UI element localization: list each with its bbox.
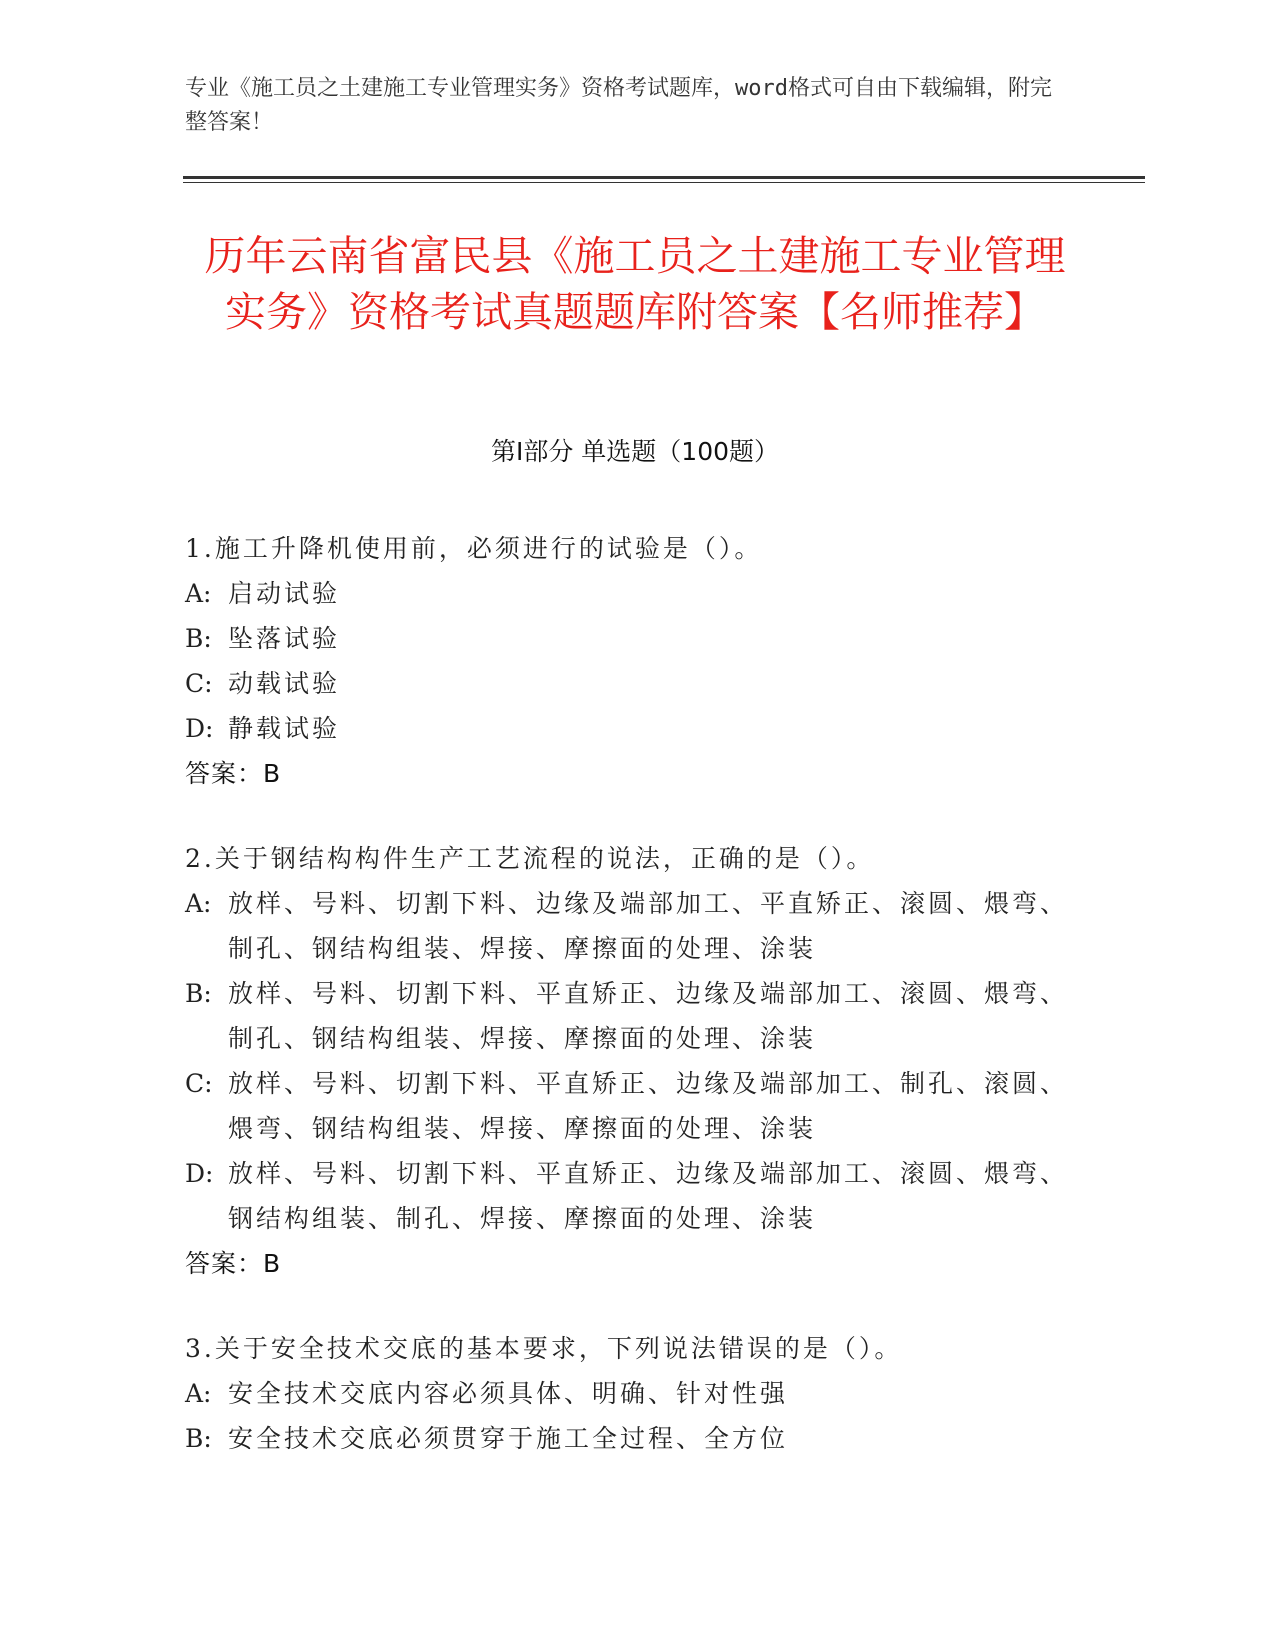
header-rule-thick: [183, 176, 1145, 179]
option-key: C:: [185, 1069, 213, 1098]
answer-label: 答案：: [185, 759, 264, 788]
option-text: 放样、号料、切割下料、平直矫正、边缘及端部加工、滚圆、煨弯、钢结构组装、制孔、焊接、摩擦面的处理、涂装: [228, 1159, 1069, 1233]
option-a: [185, 881, 1075, 971]
question-1: [185, 526, 1075, 796]
question-stem: 1.施工升降机使用前，必须进行的试验是（）。: [185, 534, 763, 563]
answer-value: B: [263, 1249, 282, 1278]
option-text: 放样、号料、切割下料、平直矫正、边缘及端部加工、制孔、滚圆、煨弯、钢结构组装、焊接、摩擦面的处理、涂装: [228, 1069, 1069, 1143]
option-text: 动载试验: [228, 669, 341, 698]
option-key: B:: [185, 1424, 212, 1453]
option-text: 安全技术交底必须贯穿于施工全过程、全方位: [228, 1424, 789, 1453]
answer-line: [185, 751, 1075, 796]
answer-label: 答案：: [185, 1249, 264, 1278]
option-text: 静载试验: [228, 714, 341, 743]
answer-value: B: [263, 759, 282, 788]
option-text: 安全技术交底内容必须具体、明确、针对性强: [228, 1379, 789, 1408]
option-d: [185, 706, 1075, 751]
document-title: 历年云南省富民县《施工员之土建施工专业管理实务》资格考试真题题库附答案【名师推荐】: [204, 232, 1066, 336]
option-a: [185, 571, 1075, 616]
header-note: 专业《施工员之土建施工专业管理实务》资格考试题库，word格式可自由下载编辑，附完整答案！: [185, 76, 1052, 135]
option-b: [185, 1416, 1075, 1461]
option-key: D:: [185, 1159, 214, 1188]
option-b: [185, 971, 1075, 1061]
option-text: 放样、号料、切割下料、边缘及端部加工、平直矫正、滚圆、煨弯、制孔、钢结构组装、焊接、摩擦面的处理、涂装: [228, 889, 1069, 963]
option-text: 坠落试验: [228, 624, 341, 653]
option-a: [185, 1371, 1075, 1416]
question-3: [185, 1326, 1075, 1461]
option-key: B:: [185, 624, 212, 653]
section-heading: 第I部分 单选题（100题）: [490, 437, 780, 466]
option-key: D:: [185, 714, 214, 743]
question-list: [185, 526, 1075, 1501]
option-b: [185, 616, 1075, 661]
option-text: 启动试验: [228, 579, 341, 608]
question-2: [185, 836, 1075, 1286]
option-c: [185, 661, 1075, 706]
option-key: A:: [185, 579, 212, 608]
option-key: B:: [185, 979, 212, 1008]
option-c: [185, 1061, 1075, 1151]
option-key: A:: [185, 1379, 212, 1408]
option-key: A:: [185, 889, 212, 918]
answer-line: [185, 1241, 1075, 1286]
question-stem: 3.关于安全技术交底的基本要求，下列说法错误的是（）。: [185, 1334, 903, 1363]
option-text: 放样、号料、切割下料、平直矫正、边缘及端部加工、滚圆、煨弯、制孔、钢结构组装、焊接、摩擦面的处理、涂装: [228, 979, 1069, 1053]
header-rule-thin: [183, 182, 1145, 183]
option-d: [185, 1151, 1075, 1241]
question-stem: 2.关于钢结构构件生产工艺流程的说法，正确的是（）。: [185, 844, 875, 873]
option-key: C:: [185, 669, 213, 698]
